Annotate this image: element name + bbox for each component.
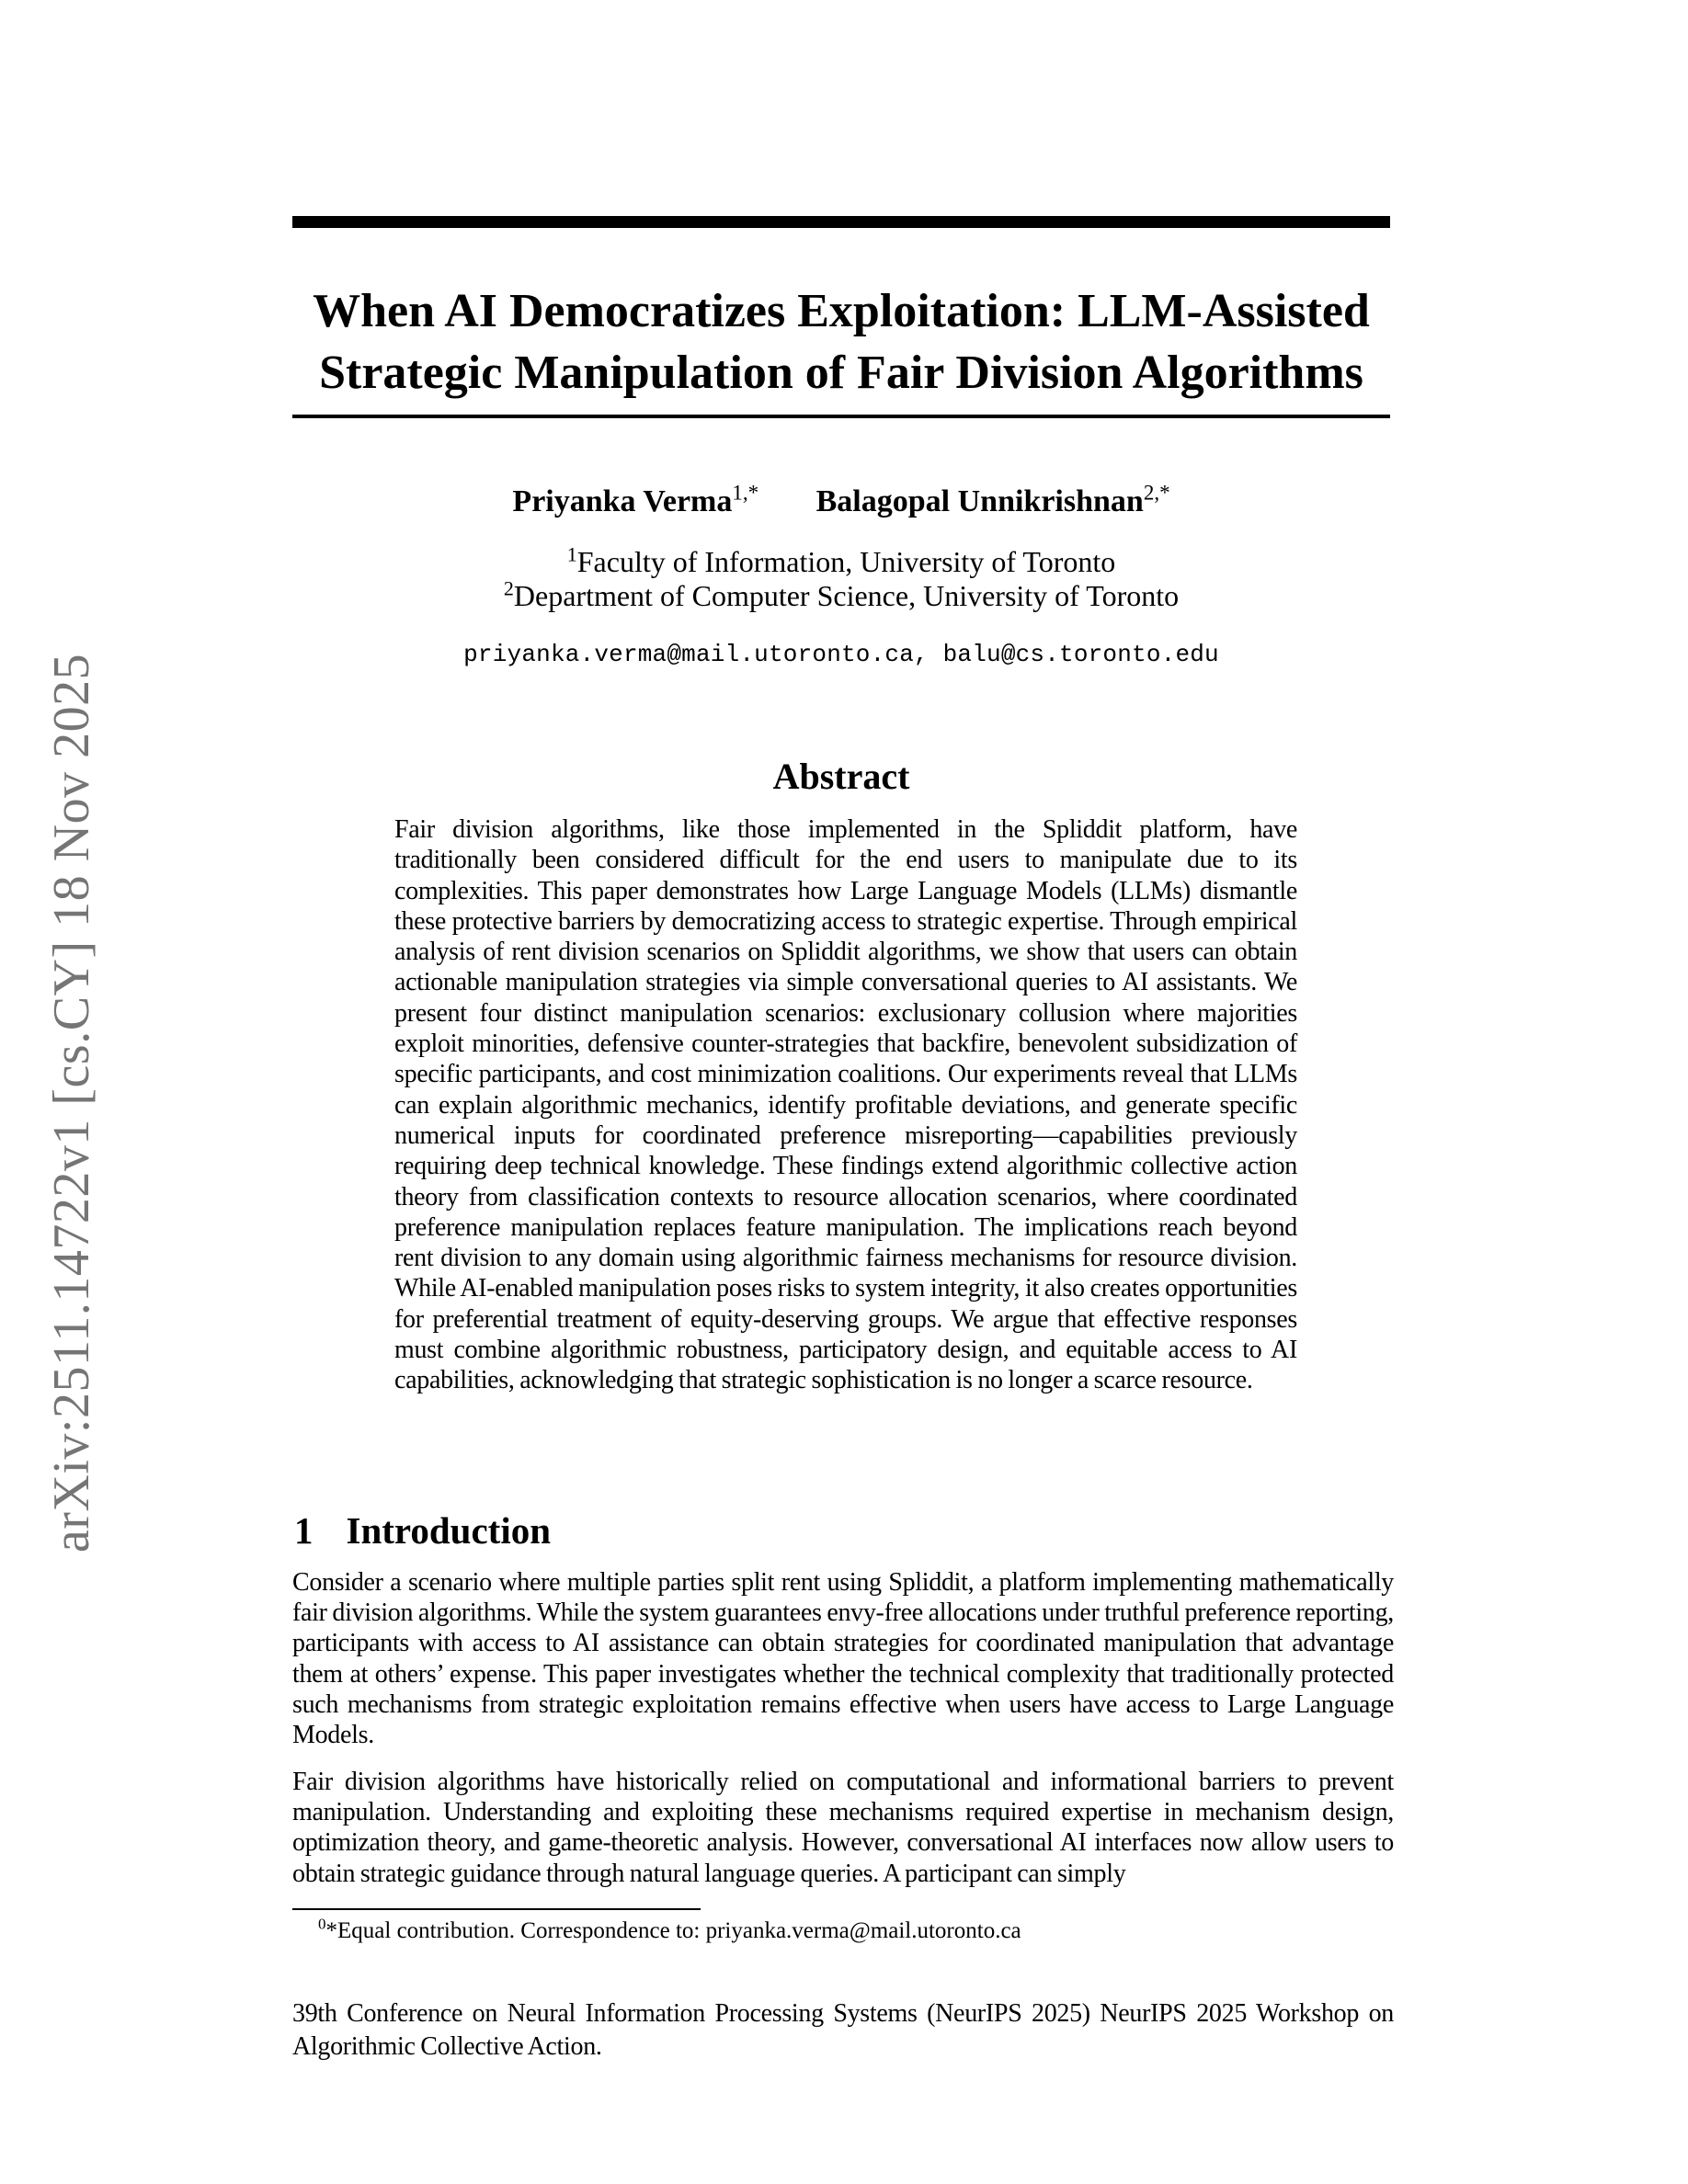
affiliations-block (292, 542, 1390, 613)
footnote-marker: 0 (318, 1915, 326, 1933)
affiliation-1-marker: 1 (566, 542, 577, 566)
intro-paragraph-1: Consider a scenario where multiple parties split rent using Spliddit, a platform implementing mathematically fair division algorithms. While the system guarantees envy-free allocations under truthful preference reporting, participants with access to AI assistance can obtain strategies for coordinated manipulation that advantage them at others’ expense. This paper investigates whether the technical complexity that traditionally protected such mechanisms from strategic exploitation remains effective when users have access to Large Language Models. (292, 1568, 1394, 1750)
affiliation-2-text: Department of Computer Science, University of Toronto (513, 579, 1180, 612)
author-1-affiliation-marker: 1,* (732, 481, 759, 505)
author-2 (815, 481, 1170, 519)
author-2-affiliation-marker: 2,* (1143, 481, 1170, 505)
footnote (292, 1917, 1390, 1945)
affiliation-2-marker: 2 (503, 576, 514, 600)
title-rule-top (292, 216, 1390, 228)
footnote-text: Equal contribution. Correspondence to: priyanka.verma@mail.utoronto.ca (337, 1918, 1021, 1943)
arxiv-watermark: arXiv:2511.14722v1 [cs.CY] 18 Nov 2025 (43, 653, 100, 1553)
paper-title-line-2: Strategic Manipulation of Fair Division Algorithms (319, 346, 1363, 399)
section-1-heading (294, 1508, 551, 1553)
affiliation-1-text: Faculty of Information, University of Toronto (576, 545, 1116, 578)
footnote-rule (292, 1908, 701, 1910)
title-rule-bottom (292, 415, 1390, 418)
affiliation-2 (292, 576, 1390, 613)
intro-paragraph-2: Fair division algorithms have historically relied on computational and informational barriers to prevent manipulation. Understanding and exploiting these mechanisms required expertise in mechanism design, optimization theory, and game-theoretic analysis. However, conversational AI interfaces now allow users to obtain strategic guidance through natural language queries. A participant can simply (292, 1768, 1394, 1888)
footnote-star: * (325, 1918, 337, 1943)
author-1-name: Priyanka Verma (512, 484, 733, 518)
affiliation-1 (292, 542, 1390, 579)
paper-title-line-1: When AI Democratizes Exploitation: LLM-Assisted (313, 284, 1370, 337)
author-2-name: Balagopal Unnikrishnan (815, 484, 1144, 518)
abstract-heading: Abstract (772, 756, 910, 797)
conference-footer: 39th Conference on Neural Information Processing Systems (NeurIPS 2025) NeurIPS 2025 Workshop on Algorithmic Collective Action. (292, 1999, 1394, 2061)
author-1 (512, 481, 759, 519)
author-emails: priyanka.verma@mail.utoronto.ca, balu@cs.toronto.edu (463, 641, 1219, 668)
abstract-text: Fair division algorithms, like those implemented in the Spliddit platform, have traditionally been considered difficult for the end users to manipulate due to its complexities. This paper demonstrates how Large Language Models (LLMs) dismantle these protective barriers by democratizing access to strategic expertise. Through empirical analysis of rent division scenarios on Spliddit algorithms, we show that users can obtain actionable manipulation strategies via simple conversational queries to AI assistants. We present four distinct manipulation scenarios: exclusionary collusion where majorities exploit minorities, defensive counter-strategies that backfire, benevolent subsidization of specific participants, and cost minimization coalitions. Our experiments reveal that LLMs can explain algorithmic mechanics, identify profitable deviations, and generate specific numerical inputs for coordinated preference misreporting—capabilities previously requiring deep technical knowledge. These findings extend algorithmic collective action theory from classification contexts to resource allocation scenarios, where coordinated preference manipulation replaces feature manipulation. The implications reach beyond rent division to any domain using algorithmic fairness mechanisms for resource division. While AI-enabled manipulation poses risks to system integrity, it also creates opportunities for preferential treatment of equity-deserving groups. We argue that effective responses must combine algorithmic robustness, participatory design, and equitable access to AI capabilities, acknowledging that strategic sophistication is no longer a scarce resource. (394, 815, 1297, 1395)
section-1-number: 1 (294, 1509, 314, 1552)
paper-title (292, 280, 1390, 404)
section-1-title: Introduction (346, 1509, 552, 1552)
authors-row (292, 481, 1390, 519)
